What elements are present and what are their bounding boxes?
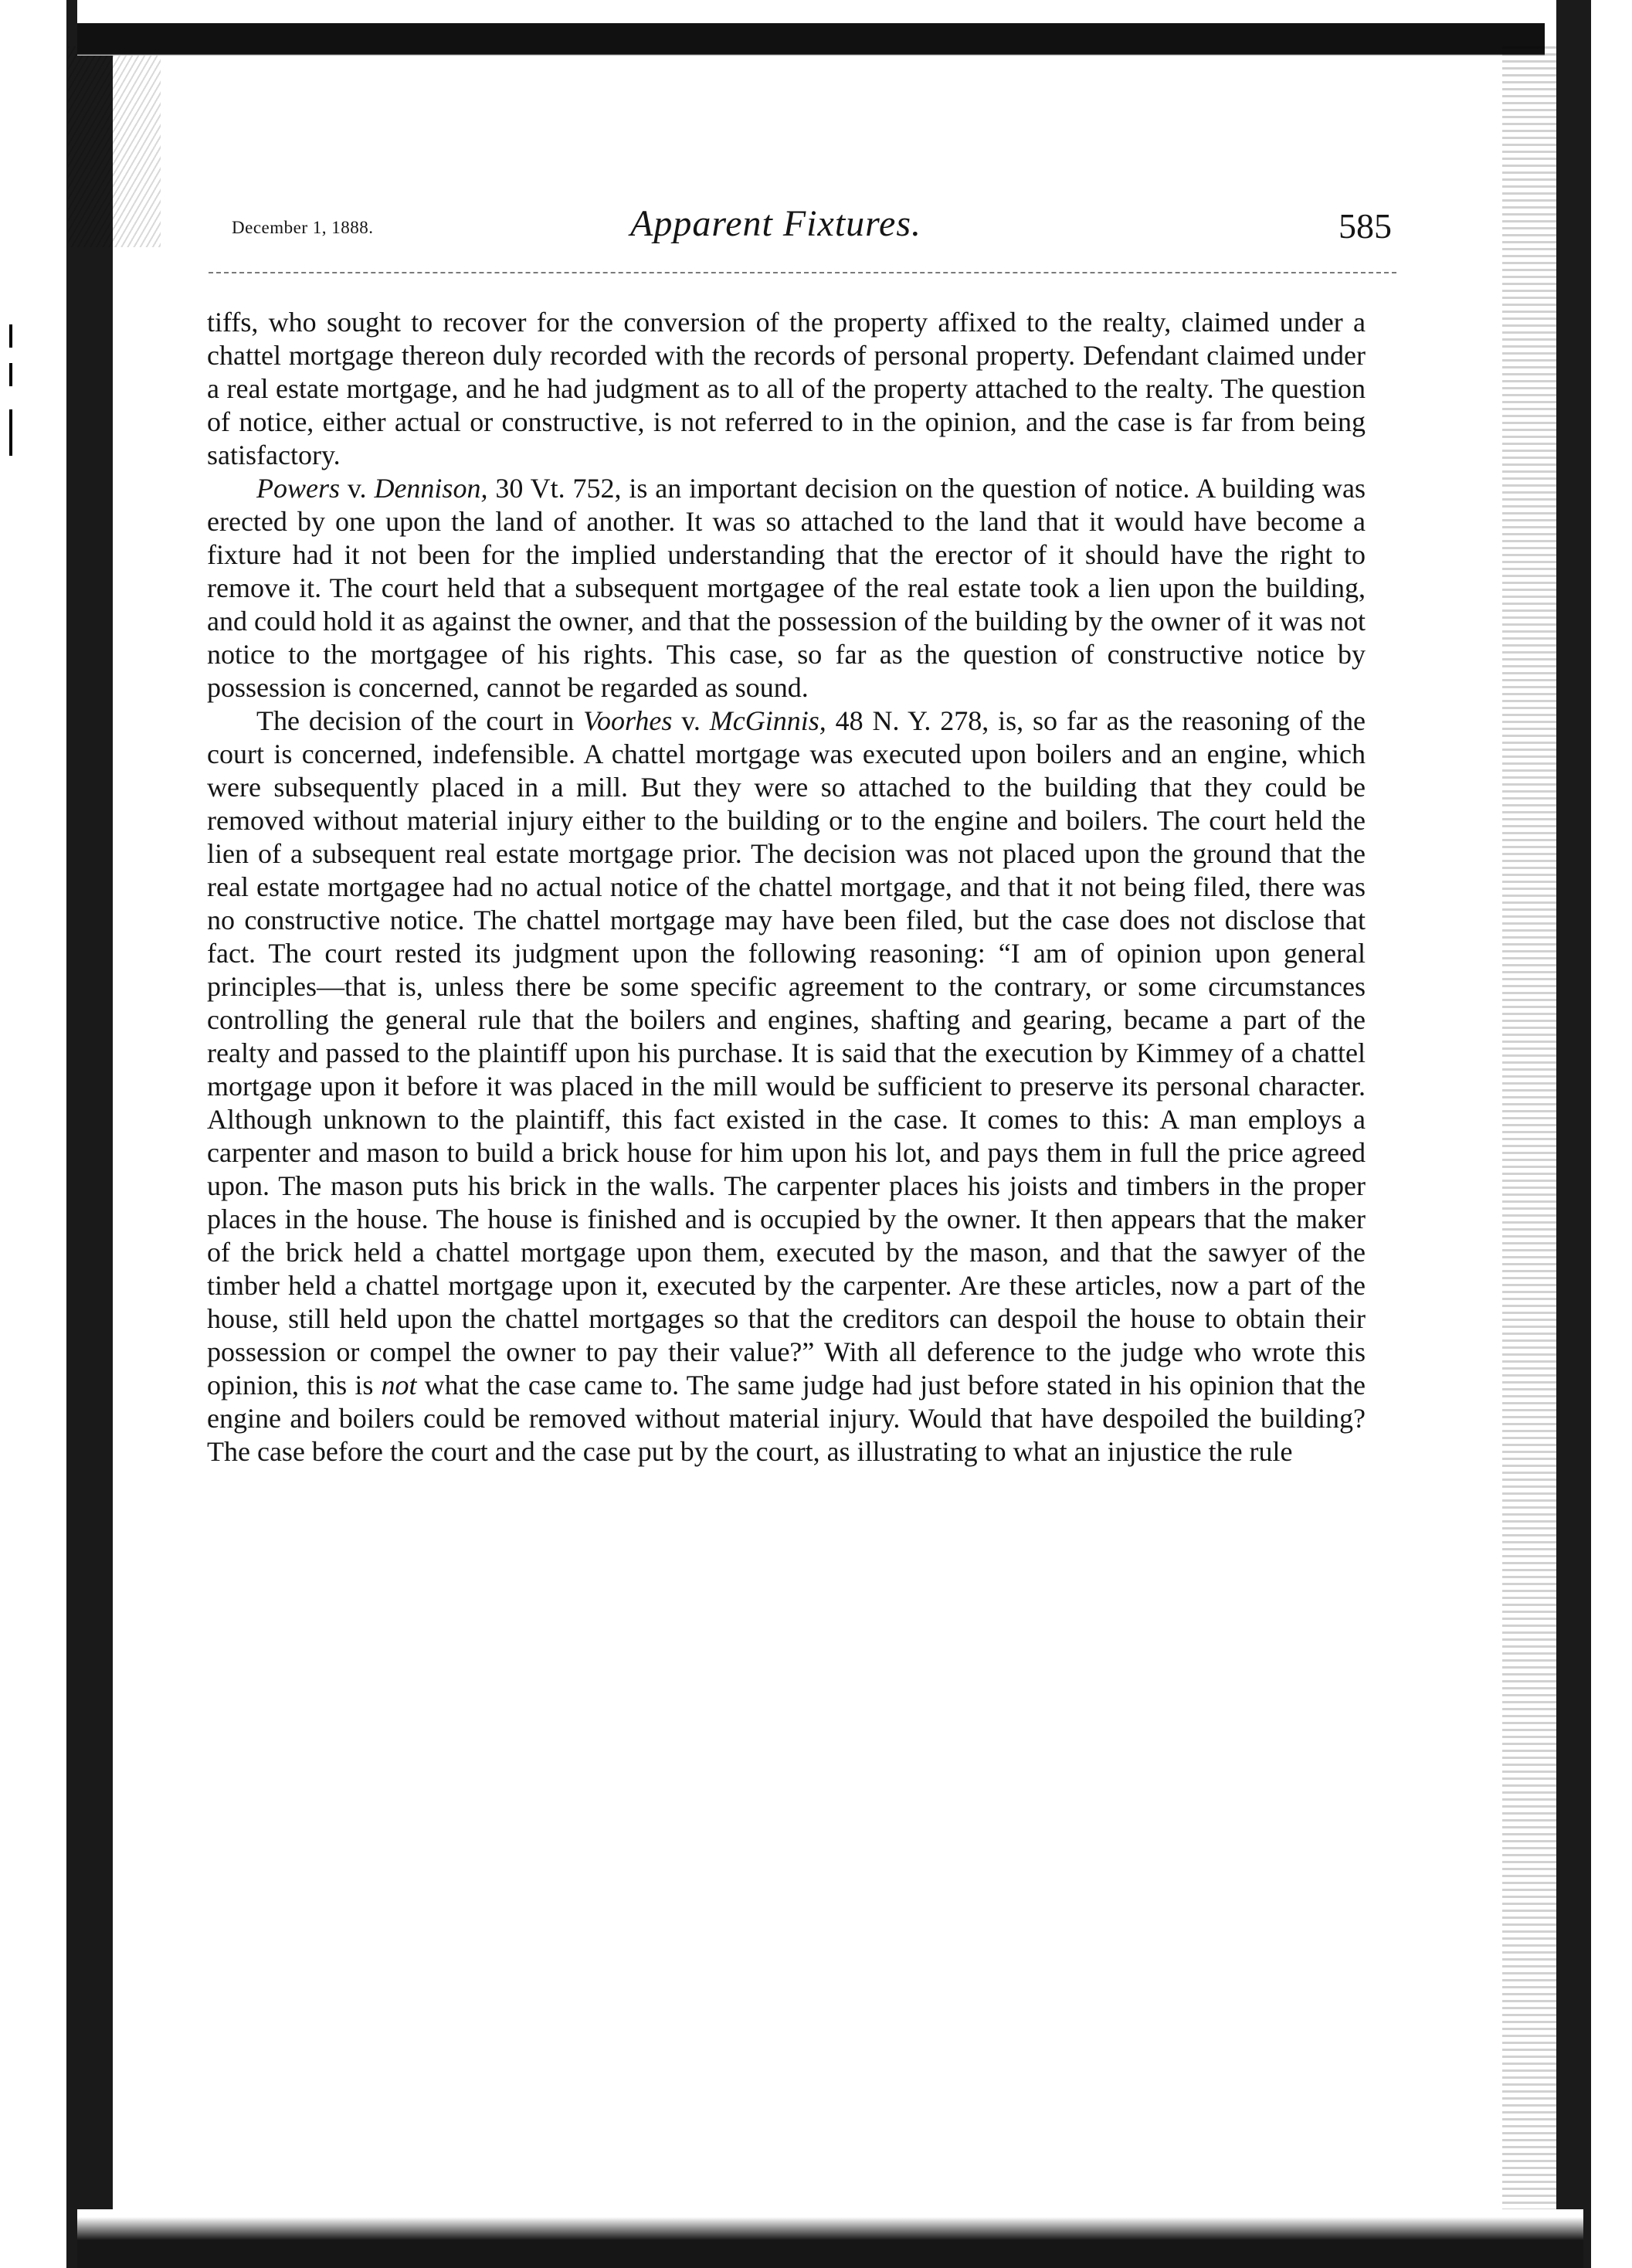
italic-text: McGinnis, [709, 705, 826, 736]
body-text [207, 306, 1366, 1468]
paragraph [207, 306, 1366, 472]
text-run: v. [340, 473, 375, 504]
paragraph [207, 472, 1366, 705]
header-date: December 1, 1888. [232, 218, 374, 237]
italic-text: not [381, 1370, 417, 1401]
scan-edge-right-bar [1556, 0, 1591, 2268]
page-number: 585 [1339, 206, 1392, 246]
running-header [232, 202, 1392, 256]
scan-edge-top [77, 0, 1545, 56]
text-run: 48 N. Y. 278, is, so far as the reasoning of the court is concerned, indefensible. A chattel mortgage was executed upon boilers and an engine, which were subsequently placed in a mill. But they were so attached to the building that they could be removed without material injury either to the building or to the engine and boilers. The court held the lien of a subsequent real estate mortgage prior. The decision was not placed upon the ground that the real estate mortgagee had no actual notice of the chattel mortgage, and that it not being filed, there was no constructive notice. The chattel mortgage may have been filed, but the case does not disclose that fact. The court rested its judgment upon the following reasoning: “I am of opinion upon general principles—that is, unless there be some specific agreement to the contrary, or some circumstances controlling the general rule that the boilers and engines, shafting and gearing, became a part of the realty and passed to the plaintiff upon his purchase. It is said that the execution by Kimmey of a chattel mortgage upon it before it was placed in the mill would be sufficient to preserve its personal character. Although unknown to the plaintiff, this fact existed in the case. It comes to this: A man employs a carpenter and mason to build a brick house for him upon his lot, and pays them in full the price agreed upon. The mason puts his brick in the walls. The carpenter places his joists and timbers in the proper places in the house. The house is finished and is occupied by the owner. It then appears that the maker of the brick held a chattel mortgage upon them, executed by the mason, and that the sawyer of the timber held a chattel mortgage upon it, executed by the carpenter. Are these articles, now a part of the house, still held upon the chattel mortgages so that the creditors can despoil the house to obtain their possession or compel the owner to pay their value?” With all deference to the judge who wrote this opinion, this is [207, 705, 1366, 1401]
text-run: The decision of the court in [256, 705, 584, 736]
header-title: Apparent Fixtures. [630, 203, 922, 244]
italic-text: Voorhes [583, 705, 673, 736]
margin-mark [9, 324, 12, 348]
italic-text: Dennison, [374, 473, 488, 504]
italic-text: Powers [256, 473, 340, 504]
text-run: 30 Vt. 752, is an important decision on the question of notice. A building was erected by one upon the land of another. It was so attached to the land that it would have become a fixture had it not been for the implied understanding that the erector of it should have the right to remove it. The court held that a subsequent mortgagee of the real estate took a lien upon the building, and could hold it as against the owner, and that the possession of the building by the owner of it was not notice to the mortgagee of his rights. This case, so far as the question of constructive notice by possession is concerned, cannot be regarded as sound. [207, 473, 1366, 703]
text-run: tiffs, who sought to recover for the conversion of the property affixed to the realty, claimed under a chattel mortgage thereon duly recorded with the records of personal property. Defendant claimed under a real estate mortgage, and he had judgment as to all of the property attached to the realty. The question of notice, either actual or constructive, is not referred to in the opinion, and the case is far from being satisfactory. [207, 307, 1366, 470]
paragraph [207, 705, 1366, 1468]
margin-mark [9, 409, 12, 456]
scan-edge-left [0, 0, 116, 2268]
text-run: what the case came to. The same judge had just before stated in his opinion that the engine and boilers could be removed without material injury. Would that have despoiled the building? The case before the court and the case put by the court, as illustrating to what an injustice the rule [207, 1370, 1366, 1467]
scan-edge-bottom [77, 2209, 1583, 2268]
header-rule [209, 272, 1396, 273]
text-run: v. [672, 705, 710, 736]
scan-noise [68, 46, 161, 247]
margin-mark [9, 363, 12, 386]
